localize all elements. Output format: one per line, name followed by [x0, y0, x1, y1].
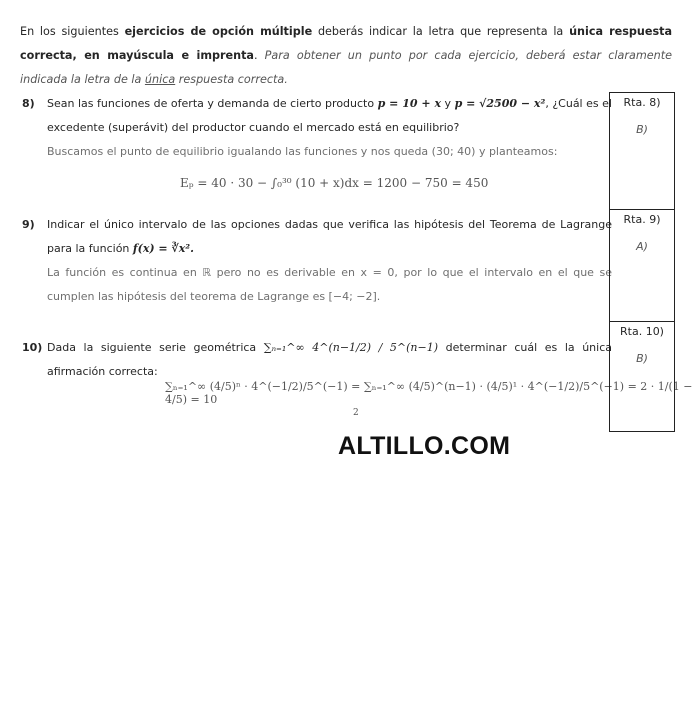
math-expression: p = √2500 − x² — [454, 97, 546, 110]
math-expression: ∑ₙ₌₁^∞ 4^(n−1/2) / 5^(n−1) — [263, 341, 439, 354]
question-number: 10) — [22, 341, 43, 354]
intro-underline: única — [144, 73, 176, 86]
answer-value: B) — [636, 123, 648, 136]
answer-label: Rta. 9) — [623, 213, 661, 226]
intro-italic-2: respuesta correcta. — [175, 73, 288, 86]
question-text — [47, 92, 612, 164]
question-text-part: Sean las funciones de oferta y demanda de cierto producto — [47, 97, 378, 110]
intro-text-1: En los siguientes — [20, 25, 125, 38]
answer-value: B) — [636, 352, 648, 365]
question-text-part: Indicar el único intervalo de las opciones dadas que verifica las hipótesis del Teorema de Lagrange para la función — [47, 218, 612, 255]
intro-bold-1: ejercicios de opción múltiple — [124, 25, 313, 38]
question-text-part: determinar cuál es la única afirmación correcta: — [47, 341, 612, 378]
question-text-part: y — [441, 97, 455, 110]
formula-text: ∑ₙ₌₁^∞ (4/5)ⁿ · 4^(−1/2)/5^(−1) = ∑ₙ₌₁^∞ (4/5)^(n−1) · (4/5)¹ · 4^(−1/2)/5^(−1) = 2 · 1/(1 − 4/5) = 10 — [165, 380, 693, 406]
question-text-part: , ¿Cuál es el excedente (superávit) del productor cuando el mercado está en equilibrio? — [47, 97, 612, 134]
intro-text-2: deberás indicar la letra que representa la — [312, 25, 570, 38]
formula-8 — [180, 176, 488, 190]
answer-label: Rta. 8) — [623, 96, 661, 109]
intro-text-3: . — [253, 49, 265, 62]
intro-italic-1: Para obtener un punto por cada ejercicio, deberá estar claramente indicada la letra de la — [20, 49, 672, 86]
question-number: 9) — [22, 218, 35, 231]
intro-bold-2: única respuesta correcta, en mayúscula e imprenta — [20, 25, 672, 62]
formula-text: Eₚ = 40 · 30 − ∫₀³⁰ (10 + x)dx = 1200 − 750 = 450 — [180, 176, 489, 190]
question-text-part: Dada la siguiente serie geométrica — [47, 341, 264, 354]
solution-text: La función es continua en ℝ pero no es derivable en x = 0, por lo que el intervalo en el que se cumplen las hipótesis del teorema de Lagrange es [−4; −2]. — [47, 266, 612, 303]
watermark-logo: ALTILLO.COM — [338, 432, 511, 460]
answer-box-8 — [609, 92, 675, 210]
formula-underbrace-label: 2 — [353, 408, 359, 418]
answer-label: Rta. 10) — [620, 325, 664, 338]
question-text — [47, 213, 612, 309]
answer-box-10 — [609, 321, 675, 432]
question-number: 8) — [22, 97, 35, 110]
answer-box-9 — [609, 209, 675, 322]
instructions-paragraph — [20, 20, 672, 92]
question-text — [47, 336, 612, 384]
math-expression: p = 10 + x — [377, 97, 442, 110]
math-expression: f(x) = ∛x². — [132, 242, 194, 255]
solution-text: Buscamos el punto de equilibrio igualando las funciones y nos queda (30; 40) y planteamos: — [47, 145, 558, 158]
answer-value: A) — [636, 240, 648, 253]
